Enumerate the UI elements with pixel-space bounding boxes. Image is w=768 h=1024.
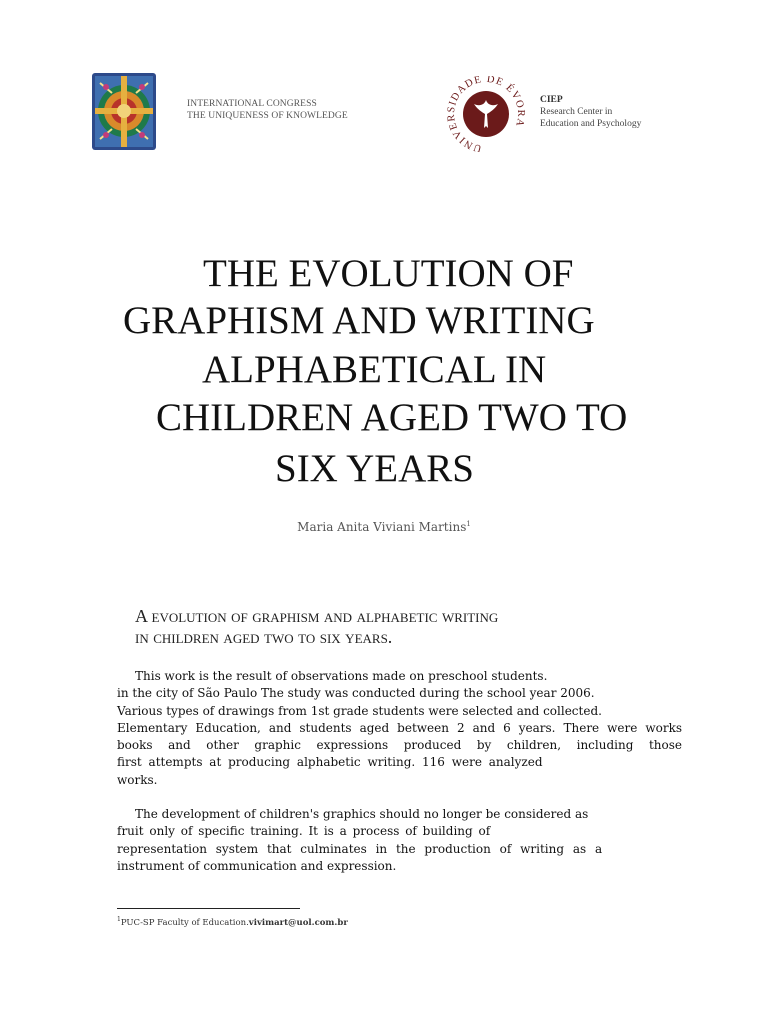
- footnote-text: PUC-SP Faculty of Education.: [120, 917, 249, 928]
- congress-line-1: INTERNATIONAL CONGRESS: [187, 99, 317, 109]
- title-line-2: GRAPHISM AND WRITING: [123, 299, 595, 342]
- abstract-heading-line-1: A evolution of graphism and alphabetic writing: [135, 606, 499, 626]
- footnote-email: vivimart@uol.com.br: [248, 917, 348, 928]
- paragraph-line: The development of children's graphics should no longer be considered as: [135, 807, 589, 821]
- university-evora-logo: [438, 76, 534, 152]
- paragraph-line: works.: [117, 772, 158, 787]
- paragraph-line: This work is the result of observations made on preschool students.: [135, 669, 548, 683]
- author-name: Maria Anita Viviani Martins: [297, 520, 467, 534]
- paragraph-line: instrument of communication and expression.: [117, 858, 397, 873]
- abstract-heading-line-2: in children aged two to six years.: [135, 627, 393, 647]
- abstract-paragraph-2: [117, 806, 682, 875]
- university-ring-text: UNIVERSIDADE DE ÉVORA: [445, 76, 527, 152]
- congress-name: [187, 99, 348, 122]
- footnote-mark: 1: [117, 916, 121, 923]
- title-line-5: SIX YEARS: [275, 447, 474, 490]
- footnote: [117, 916, 348, 928]
- paragraph-line: books and other graphic expressions produced by children, including those: [117, 738, 682, 753]
- ciep-line-2: Education and Psychology: [540, 119, 642, 129]
- congress-line-2: THE UNIQUENESS OF KNOWLEDGE: [187, 110, 348, 121]
- ciep-line-1: Research Center in: [540, 107, 613, 117]
- title-line-4: CHILDREN AGED TWO TO: [156, 396, 628, 439]
- abstract-heading: [135, 606, 498, 648]
- abstract-paragraph-1: [117, 668, 682, 789]
- paragraph-line: in the city of São Paulo The study was conducted during the school year 2006.: [117, 686, 595, 701]
- paragraph-line: first attempts at producing alphabetic writing. 116 were analyzed: [117, 755, 543, 770]
- paragraph-line: Elementary Education, and students aged between 2 and 6 years. There were works: [117, 720, 682, 735]
- title-line-3: ALPHABETICAL IN: [202, 348, 547, 391]
- author-footnote-mark: 1: [466, 520, 471, 528]
- author-line: [0, 520, 768, 534]
- ciep-block: [540, 94, 641, 130]
- congress-logo: [92, 73, 156, 150]
- paragraph-line: fruit only of specific training. It is a process of building of: [117, 824, 491, 839]
- ciep-name: CIEP: [540, 95, 563, 105]
- paragraph-line: Various types of drawings from 1st grade students were selected and collected.: [117, 703, 602, 718]
- footnote-rule: [117, 908, 300, 909]
- paragraph-line: representation system that culminates in the production of writing as a: [117, 841, 603, 856]
- title-line-1: THE EVOLUTION OF: [203, 252, 574, 295]
